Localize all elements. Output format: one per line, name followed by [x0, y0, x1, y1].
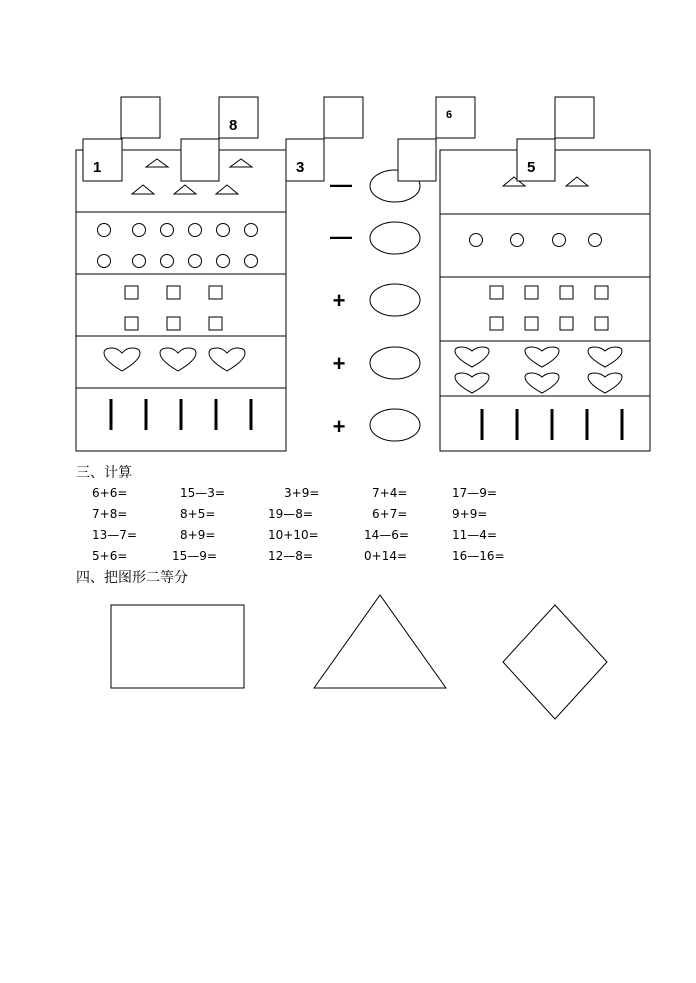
equation: 14—6=: [364, 528, 409, 542]
right-circles: [470, 234, 602, 247]
operator-3: +: [332, 288, 346, 313]
rectangle-shape: [111, 605, 244, 688]
section-3-title: 三、计算: [76, 465, 132, 481]
left-circles: [98, 224, 258, 268]
operator-2: —: [330, 224, 352, 249]
triangle-shape: [132, 185, 154, 194]
operator-5: +: [332, 414, 346, 439]
triangle-shape: [230, 159, 252, 167]
equation: 7+4=: [372, 486, 408, 500]
equation: 13—7=: [92, 528, 137, 542]
equation: 9+9=: [452, 507, 488, 521]
number-box: [219, 97, 258, 138]
right-squares: [490, 286, 608, 330]
box-number: 8: [229, 117, 238, 134]
equation: 6+7=: [372, 507, 408, 521]
operator-4: +: [332, 351, 346, 376]
number-box: [436, 97, 475, 138]
box-number: 6: [446, 109, 453, 121]
equation: 10+10=: [268, 528, 319, 542]
operator-1: —: [330, 172, 352, 197]
heart-shape: [160, 348, 196, 371]
equation: 7+8=: [92, 507, 128, 521]
number-box: [555, 97, 594, 138]
lower-number-boxes: [83, 139, 555, 181]
equation: 5+6=: [92, 549, 128, 563]
equation: 8+9=: [180, 528, 216, 542]
number-box: [121, 97, 160, 138]
heart-shape: [588, 347, 622, 367]
heart-shape: [525, 347, 559, 367]
left-squares: [125, 286, 222, 330]
box-number: 1: [93, 159, 102, 176]
number-box: [286, 139, 324, 181]
box-number: 5: [527, 159, 536, 176]
equation: 15—9=: [172, 549, 217, 563]
number-box: [324, 97, 363, 138]
equation: 0+14=: [364, 549, 408, 563]
equation: 16—16=: [452, 549, 505, 563]
heart-shape: [455, 373, 489, 393]
right-picture-grid: [440, 150, 650, 451]
equation: 19—8=: [268, 507, 313, 521]
heart-shape: [588, 373, 622, 393]
answer-oval-4: [370, 347, 420, 379]
heart-shape: [525, 373, 559, 393]
equation: 12—8=: [268, 549, 313, 563]
number-box: [181, 139, 219, 181]
left-hearts: [104, 348, 245, 371]
equation: 15—3=: [180, 486, 225, 500]
answer-oval-5: [370, 409, 420, 441]
number-box: [517, 139, 555, 181]
equation: 3+9=: [284, 486, 320, 500]
answer-ovals: [370, 170, 420, 441]
triangle-shape: [174, 185, 196, 194]
upper-number-boxes: [121, 97, 594, 138]
section-4-title: 四、把图形二等分: [76, 570, 188, 586]
equation: 17—9=: [452, 486, 497, 500]
heart-shape: [104, 348, 140, 371]
right-sticks: [482, 409, 622, 440]
large-triangle-shape: [314, 595, 446, 688]
bisect-shapes: [111, 595, 607, 719]
triangle-shape: [216, 185, 238, 194]
answer-oval-3: [370, 284, 420, 316]
answer-oval-2: [370, 222, 420, 254]
triangle-shape: [146, 159, 168, 167]
left-sticks: [111, 399, 251, 430]
right-hearts: [455, 347, 622, 393]
box-number: 3: [296, 159, 305, 176]
equation: 6+6=: [92, 486, 128, 500]
operators: [330, 172, 352, 439]
triangle-shape: [566, 177, 588, 186]
number-box: [398, 139, 436, 181]
heart-shape: [209, 348, 245, 371]
heart-shape: [455, 347, 489, 367]
diamond-shape: [503, 605, 607, 719]
number-box: [83, 139, 122, 181]
equation: 11—4=: [452, 528, 497, 542]
equation: 8+5=: [180, 507, 216, 521]
